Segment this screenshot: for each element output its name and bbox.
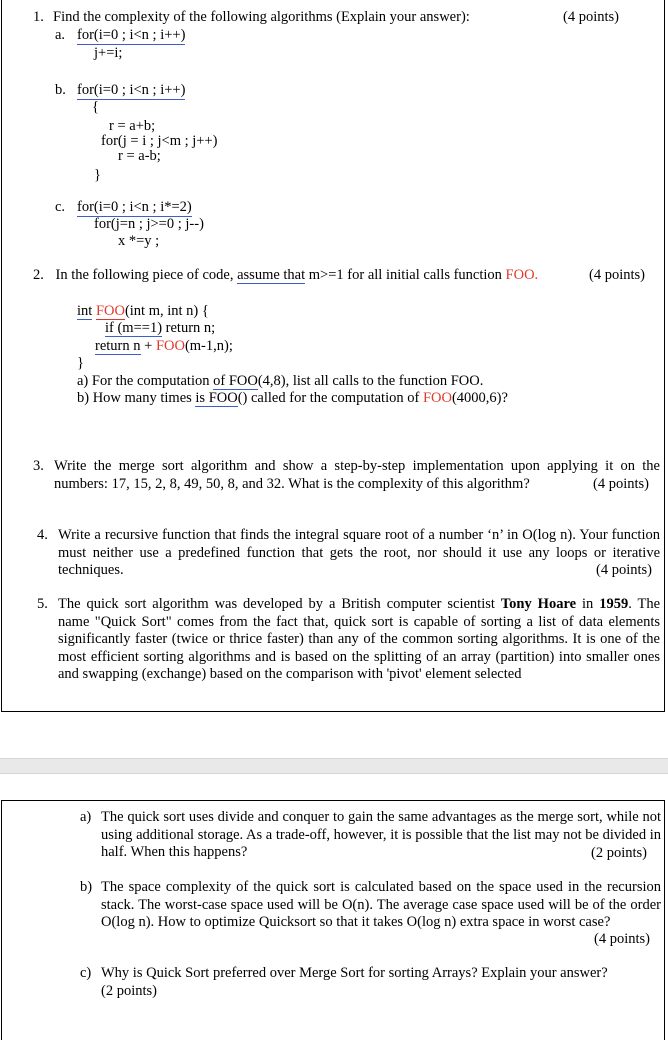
q2a-rest: (4,8), list all calls to the function FOO.	[257, 373, 484, 389]
code-line-1	[77, 303, 209, 320]
q3-text	[54, 458, 660, 493]
q1b-close-brace: }	[94, 167, 101, 183]
q5-year: 1959	[599, 596, 629, 612]
q1c-line3: x *=y ;	[118, 233, 160, 249]
q4-number: 4.	[37, 527, 48, 543]
q1b-line2: r = a+b;	[109, 118, 156, 134]
code-if: if (m==1)	[105, 320, 163, 336]
p2a-label: a)	[80, 809, 92, 825]
q2a-text: a) For the computation	[77, 373, 210, 389]
p2a-points: (2 points)	[591, 845, 647, 861]
q2b-text: b) How many times	[77, 390, 192, 406]
code-close-brace: }	[77, 355, 84, 371]
q3-number: 3.	[33, 458, 44, 474]
q3-points: (4 points)	[593, 476, 649, 492]
q1c-label: c.	[55, 199, 66, 215]
q2b-foo: FOO	[422, 390, 452, 406]
q2b-line	[77, 390, 508, 407]
q4-text	[58, 527, 660, 580]
q1a-label: a.	[55, 27, 66, 43]
q5-number: 5.	[37, 596, 48, 612]
q1b-label: b.	[55, 82, 66, 98]
q5-name: Tony Hoare	[500, 596, 577, 612]
q1b-line1: for(i=0 ; i<n ; i++)	[77, 82, 186, 98]
q5-text	[58, 596, 660, 684]
q1c-line1: for(i=0 ; i<n ; i*=2)	[77, 199, 192, 215]
code-foo-decl: FOO	[95, 303, 125, 319]
q1b-open-brace: {	[92, 99, 99, 115]
q1-number: 1.	[33, 9, 44, 25]
q3-text-content: Write the merge sort algorithm and show a step-by-step implementation upon applying it on the numbers: 17, 15, 2, 8, 49, 50, 8, and 32. What is the complexity of this algorithm?	[54, 458, 660, 492]
q1a-line2: j+=i;	[94, 45, 123, 61]
code-line-2	[105, 320, 215, 337]
q5-text-2: in	[581, 596, 594, 612]
q1b-line3: for(j = i ; j<m ; j++)	[101, 133, 218, 149]
q2-text-rest: m>=1 for all initial calls function	[305, 267, 502, 283]
q2-foo: FOO.	[505, 267, 539, 283]
q1b-line4: r = a-b;	[118, 148, 161, 164]
q2b-mid: () called for the computation of	[237, 390, 420, 406]
q2-text: In the following piece of code,	[55, 267, 234, 283]
p2a-text	[101, 809, 661, 862]
p2c-text	[101, 965, 661, 983]
q2-points: (4 points)	[589, 267, 645, 283]
code-params: (int m, int n) {	[124, 303, 209, 319]
q5-text-1: The quick sort algorithm was developed by a British computer scientist	[58, 596, 495, 612]
q2-number: 2.	[33, 267, 44, 283]
code-return-n: return n;	[162, 320, 216, 336]
p2c-text-content: Why is Quick Sort preferred over Merge Sort for sorting Arrays? Explain your answer?	[101, 965, 608, 981]
p2b-points: (4 points)	[594, 931, 650, 947]
code-args: (m-1,n);	[184, 338, 233, 354]
q4-text-content: Write a recursive function that finds the integral square root of a number ‘n’ in O(log n). Your function must neither use a predefined function that gets the root, nor should it use any loops or iterative techniques.	[58, 527, 660, 578]
q1a-line1: for(i=0 ; i<n ; i++)	[77, 27, 186, 43]
q2b-end: (4000,6)?	[451, 390, 508, 406]
q4-points: (4 points)	[596, 562, 652, 578]
code-return: return n	[95, 338, 141, 354]
q5-text-3: . The name "Quick Sort" comes from the fact that, quick sort is capable of sorting a list of data elements significantly faster (twice or thrice faster) than any of the common sorting algorithms. It is one of the most efficient sorting algorithms and is based on the splitting of an array (partition) into smaller ones and swapping (exchange) based on the comparison with 'pivot' element selected	[58, 596, 661, 682]
q1-text: Find the complexity of the following algorithms (Explain your answer):	[53, 9, 470, 25]
p2c-points: (2 points)	[101, 983, 157, 999]
q2-text-underlined: assume that	[237, 267, 306, 283]
p2c-label: c)	[80, 965, 92, 981]
p2a-text-content: The quick sort uses divide and conquer to gain the same advantages as the merge sort, while not using additional storage. As a trade-off, however, it is possible that the list may not be divided in half. When this happens?	[101, 809, 661, 860]
page-gap	[0, 758, 668, 774]
q2a-line	[77, 373, 483, 390]
code-foo-call: FOO	[155, 338, 185, 354]
code-int: int	[77, 303, 93, 319]
q1c-line2: for(j=n ; j>=0 ; j--)	[94, 216, 204, 232]
q1-points: (4 points)	[563, 9, 619, 25]
code-line-3	[95, 338, 233, 355]
q2a-foo-underlined: of FOO	[213, 373, 258, 389]
p2b-text-content: The space complexity of the quick sort is calculated based on the space used in the recursion stack. The worst-case space used will be O(n). The average case space used will be of the order O(log n). How to optimize Quicksort so that it takes O(log n) extra space in worst case?	[101, 879, 661, 930]
p2b-text	[101, 879, 661, 932]
q2-line	[33, 267, 538, 284]
code-plus: +	[140, 338, 156, 354]
p2b-label: b)	[80, 879, 93, 895]
q2b-foo-underlined: is FOO	[195, 390, 238, 406]
